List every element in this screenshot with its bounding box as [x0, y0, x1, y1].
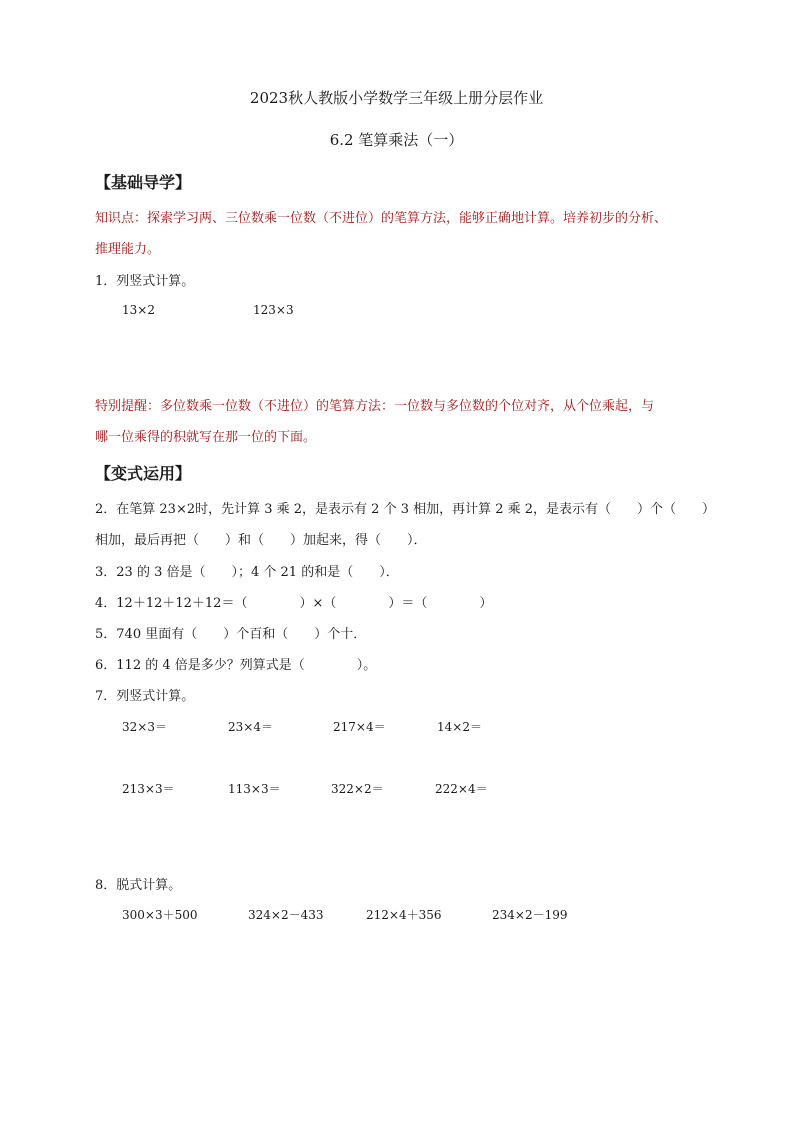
question-4: 4．12＋12＋12＋12＝（ ）×（ ）＝（ ） [95, 596, 493, 611]
question-8: 8．脱式计算。 [95, 878, 182, 893]
reminder-line1: 特别提醒：多位数乘一位数（不进位）的笔算方法：一位数与多位数的个位对齐，从个位乘起，与 [95, 399, 655, 414]
q7-expression: 213×3＝ [122, 782, 175, 796]
question-5: 5．740 里面有（ ）个百和（ ）个十． [95, 627, 367, 642]
q7-expression: 322×2＝ [331, 782, 384, 796]
document-subtitle: 6.2 笔算乘法（一） [329, 131, 464, 149]
knowledge-point-line2: 推理能力。 [95, 242, 161, 257]
q8-expression: 300×3＋500 [122, 908, 198, 922]
question-6: 6．112 的 4 倍是多少？列算式是（ ）。 [95, 658, 377, 673]
q8-expression: 324×2－433 [248, 908, 324, 922]
q7-expression: 217×4＝ [333, 720, 386, 734]
section-heading-basic: 【基础导学】 [95, 173, 192, 192]
document-title: 2023秋人教版小学数学三年级上册分层作业 [249, 89, 544, 107]
reminder-line2: 哪一位乘得的积就写在那一位的下面。 [95, 430, 317, 445]
q7-expression: 14×2＝ [437, 720, 482, 734]
q7-expression: 23×4＝ [228, 720, 273, 734]
question-7: 7．列竖式计算。 [95, 689, 195, 704]
question-2-line1: 2．在笔算 23×2时，先计算 3 乘 2，是表示有 2 个 3 相加，再计算 2 乘 2，是表示有（ ）个（ ） [95, 502, 716, 517]
question-1: 1．列竖式计算。 [95, 274, 195, 289]
q1-expression: 13×2 [122, 303, 155, 317]
q7-expression: 222×4＝ [435, 782, 488, 796]
knowledge-point-line1: 知识点：探索学习两、三位数乘一位数（不进位）的笔算方法，能够正确地计算。培养初步的分析、 [95, 211, 668, 226]
q1-expression: 123×3 [253, 303, 294, 317]
section-heading-variation: 【变式运用】 [95, 464, 192, 483]
q7-expression: 113×3＝ [228, 782, 281, 796]
q7-expression: 32×3＝ [122, 720, 167, 734]
question-2-line2: 相加，最后再把（ ）和（ ）加起来，得（ ）． [95, 533, 427, 548]
question-3: 3．23 的 3 倍是（ ）；4 个 21 的和是（ ）． [95, 565, 399, 580]
q8-expression: 234×2－199 [492, 908, 568, 922]
q8-expression: 212×4＋356 [366, 908, 442, 922]
